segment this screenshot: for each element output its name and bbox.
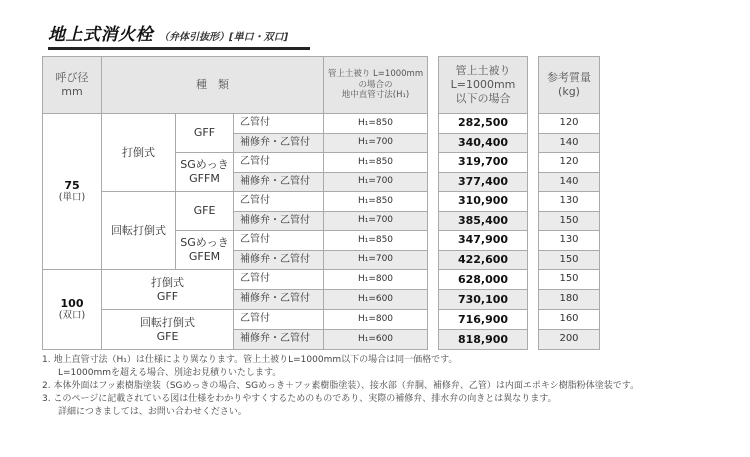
variant-daitoushiki: 打倒式 — [102, 114, 176, 192]
mass-cell: 180 — [538, 290, 600, 310]
model-gfem: SGめっき GFEM — [176, 231, 234, 270]
size-cell-75: 75 (単口) — [42, 114, 102, 270]
h1-cell: H₁=850 — [324, 192, 428, 212]
mass-cell: 130 — [538, 192, 600, 212]
h1-cell: H₁=850 — [324, 153, 428, 173]
price-cell: 385,400 — [438, 212, 528, 232]
price-table — [438, 56, 528, 350]
fitting-cell: 補修弁・乙管付 — [234, 330, 324, 350]
header-type: 種 類 — [102, 56, 324, 114]
fitting-cell: 補修弁・乙管付 — [234, 173, 324, 193]
price-cell: 716,900 — [438, 310, 528, 330]
footnotes — [42, 354, 742, 419]
variant-kaiten-daitoushiki: 回転打倒式 — [102, 192, 176, 270]
note-2: 2. 本体外面はフッ素樹脂塗装（SGめっきの場合、SGめっき＋フッ素樹脂塗装）、接水部（弁胴、補修弁、乙管）は内面エポキシ樹脂粉体塗装です。 — [42, 381, 640, 391]
h1-cell: H₁=800 — [324, 270, 428, 290]
fitting-cell: 乙管付 — [234, 153, 324, 173]
title-sub: （弁体引抜形）[単口・双口] — [159, 32, 289, 43]
mass-cell: 150 — [538, 212, 600, 232]
price-cell: 422,600 — [438, 251, 528, 271]
model-gffm: SGめっき GFFM — [176, 153, 234, 192]
price-cell: 818,900 — [438, 330, 528, 350]
model-gfe: GFE — [176, 192, 234, 231]
price-cell: 340,400 — [438, 134, 528, 154]
variant-gfe-100: 回転打倒式 GFE — [102, 310, 234, 350]
header-nominal: 呼び径 mm — [42, 56, 102, 114]
h1-cell: H₁=700 — [324, 212, 428, 232]
header-mass: 参考質量 (kg) — [538, 56, 600, 114]
fitting-cell: 補修弁・乙管付 — [234, 134, 324, 154]
price-cell: 347,900 — [438, 231, 528, 251]
h1-cell: H₁=700 — [324, 251, 428, 271]
model-gff: GFF — [176, 114, 234, 153]
price-cell: 377,400 — [438, 173, 528, 193]
fitting-cell: 補修弁・乙管付 — [234, 212, 324, 232]
fitting-cell: 乙管付 — [234, 231, 324, 251]
fitting-cell: 補修弁・乙管付 — [234, 290, 324, 310]
mass-cell: 120 — [538, 114, 600, 134]
h1-cell: H₁=600 — [324, 290, 428, 310]
h1-cell: H₁=850 — [324, 114, 428, 134]
spec-table — [42, 56, 428, 350]
price-cell: 628,000 — [438, 270, 528, 290]
header-h1: 管上土被り L=1000mm の場合の 地中直管寸法(H₁) — [324, 56, 428, 114]
fitting-cell: 補修弁・乙管付 — [234, 251, 324, 271]
h1-cell: H₁=850 — [324, 231, 428, 251]
page-title — [48, 20, 310, 50]
mass-table — [538, 56, 600, 350]
h1-cell: H₁=800 — [324, 310, 428, 330]
header-price: 管上土被り L=1000mm 以下の場合 — [438, 56, 528, 114]
note-3-cont: 詳細につきましては、お問い合わせください。 — [58, 407, 247, 417]
mass-cell: 150 — [538, 270, 600, 290]
mass-cell: 120 — [538, 153, 600, 173]
fitting-cell: 乙管付 — [234, 192, 324, 212]
variant-gff-100: 打倒式 GFF — [102, 270, 234, 310]
note-3: 3. このページに記載されている図は仕様をわかりやすくするためのものであり、実際の補修弁、排水弁の向きとは異なります。 — [42, 394, 557, 404]
h1-cell: H₁=700 — [324, 173, 428, 193]
mass-cell: 150 — [538, 251, 600, 271]
note-1: 1. 地上直管寸法（H₁）は仕様により異なります。管上土被りL=1000mm以下の場合は同一価格です。 — [42, 355, 458, 365]
fitting-cell: 乙管付 — [234, 310, 324, 330]
price-cell: 310,900 — [438, 192, 528, 212]
mass-cell: 130 — [538, 231, 600, 251]
mass-cell: 140 — [538, 173, 600, 193]
h1-cell: H₁=700 — [324, 134, 428, 154]
h1-cell: H₁=600 — [324, 330, 428, 350]
mass-cell: 140 — [538, 134, 600, 154]
mass-cell: 160 — [538, 310, 600, 330]
price-cell: 730,100 — [438, 290, 528, 310]
mass-cell: 200 — [538, 330, 600, 350]
size-cell-100: 100 (双口) — [42, 270, 102, 350]
fitting-cell: 乙管付 — [234, 270, 324, 290]
fitting-cell: 乙管付 — [234, 114, 324, 134]
price-cell: 282,500 — [438, 114, 528, 134]
note-1-cont: L=1000mmを超える場合、別途お見積りいたします。 — [58, 368, 282, 378]
price-cell: 319,700 — [438, 153, 528, 173]
title-main: 地上式消火栓 — [48, 25, 153, 45]
